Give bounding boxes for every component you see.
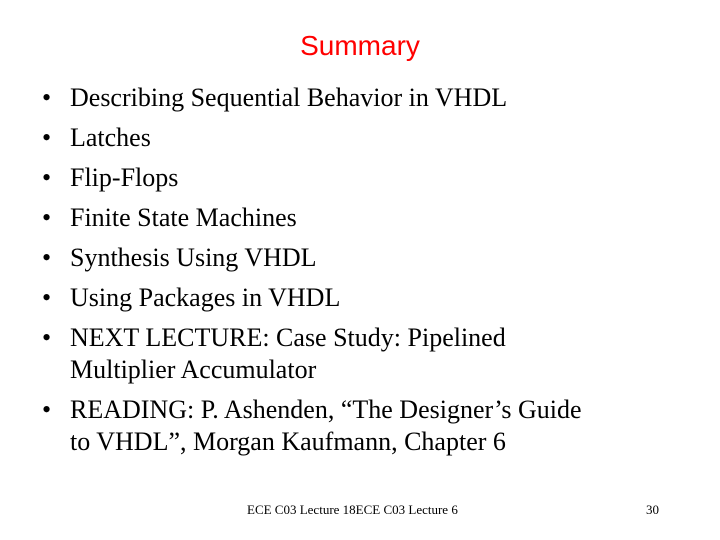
bullet-icon: • <box>42 395 52 424</box>
list-item <box>42 162 682 194</box>
list-item <box>42 202 682 234</box>
bullet-text: Finite State Machines <box>70 203 297 232</box>
bullet-icon: • <box>42 283 52 312</box>
list-item <box>42 242 682 274</box>
list-item <box>42 282 682 314</box>
bullet-icon: • <box>42 323 52 352</box>
bullet-text: Synthesis Using VHDL <box>70 243 317 272</box>
bullet-text: Flip-Flops <box>70 163 179 192</box>
list-item <box>42 82 682 114</box>
list-item <box>42 122 682 154</box>
bullet-text: READING: P. Ashenden, “The Designer’s Guide to VHDL”, Morgan Kaufmann, Chapter 6 <box>70 395 582 456</box>
bullet-list <box>42 82 682 458</box>
bullet-text: Using Packages in VHDL <box>70 283 341 312</box>
bullet-icon: • <box>42 243 52 272</box>
list-item <box>42 394 682 458</box>
bullet-icon: • <box>42 203 52 232</box>
bullet-text: Describing Sequential Behavior in VHDL <box>70 83 508 112</box>
page-number: 30 <box>646 502 659 517</box>
slide-footer: ECE C03 Lecture 18ECE C03 Lecture 6 <box>247 502 458 517</box>
bullet-icon: • <box>42 83 52 112</box>
bullet-text: NEXT LECTURE: Case Study: Pipelined Multiplier Accumulator <box>70 323 506 384</box>
list-item <box>42 322 682 386</box>
bullet-icon: • <box>42 163 52 192</box>
slide-title: Summary <box>300 30 420 61</box>
bullet-icon: • <box>42 123 52 152</box>
bullet-text: Latches <box>70 123 151 152</box>
